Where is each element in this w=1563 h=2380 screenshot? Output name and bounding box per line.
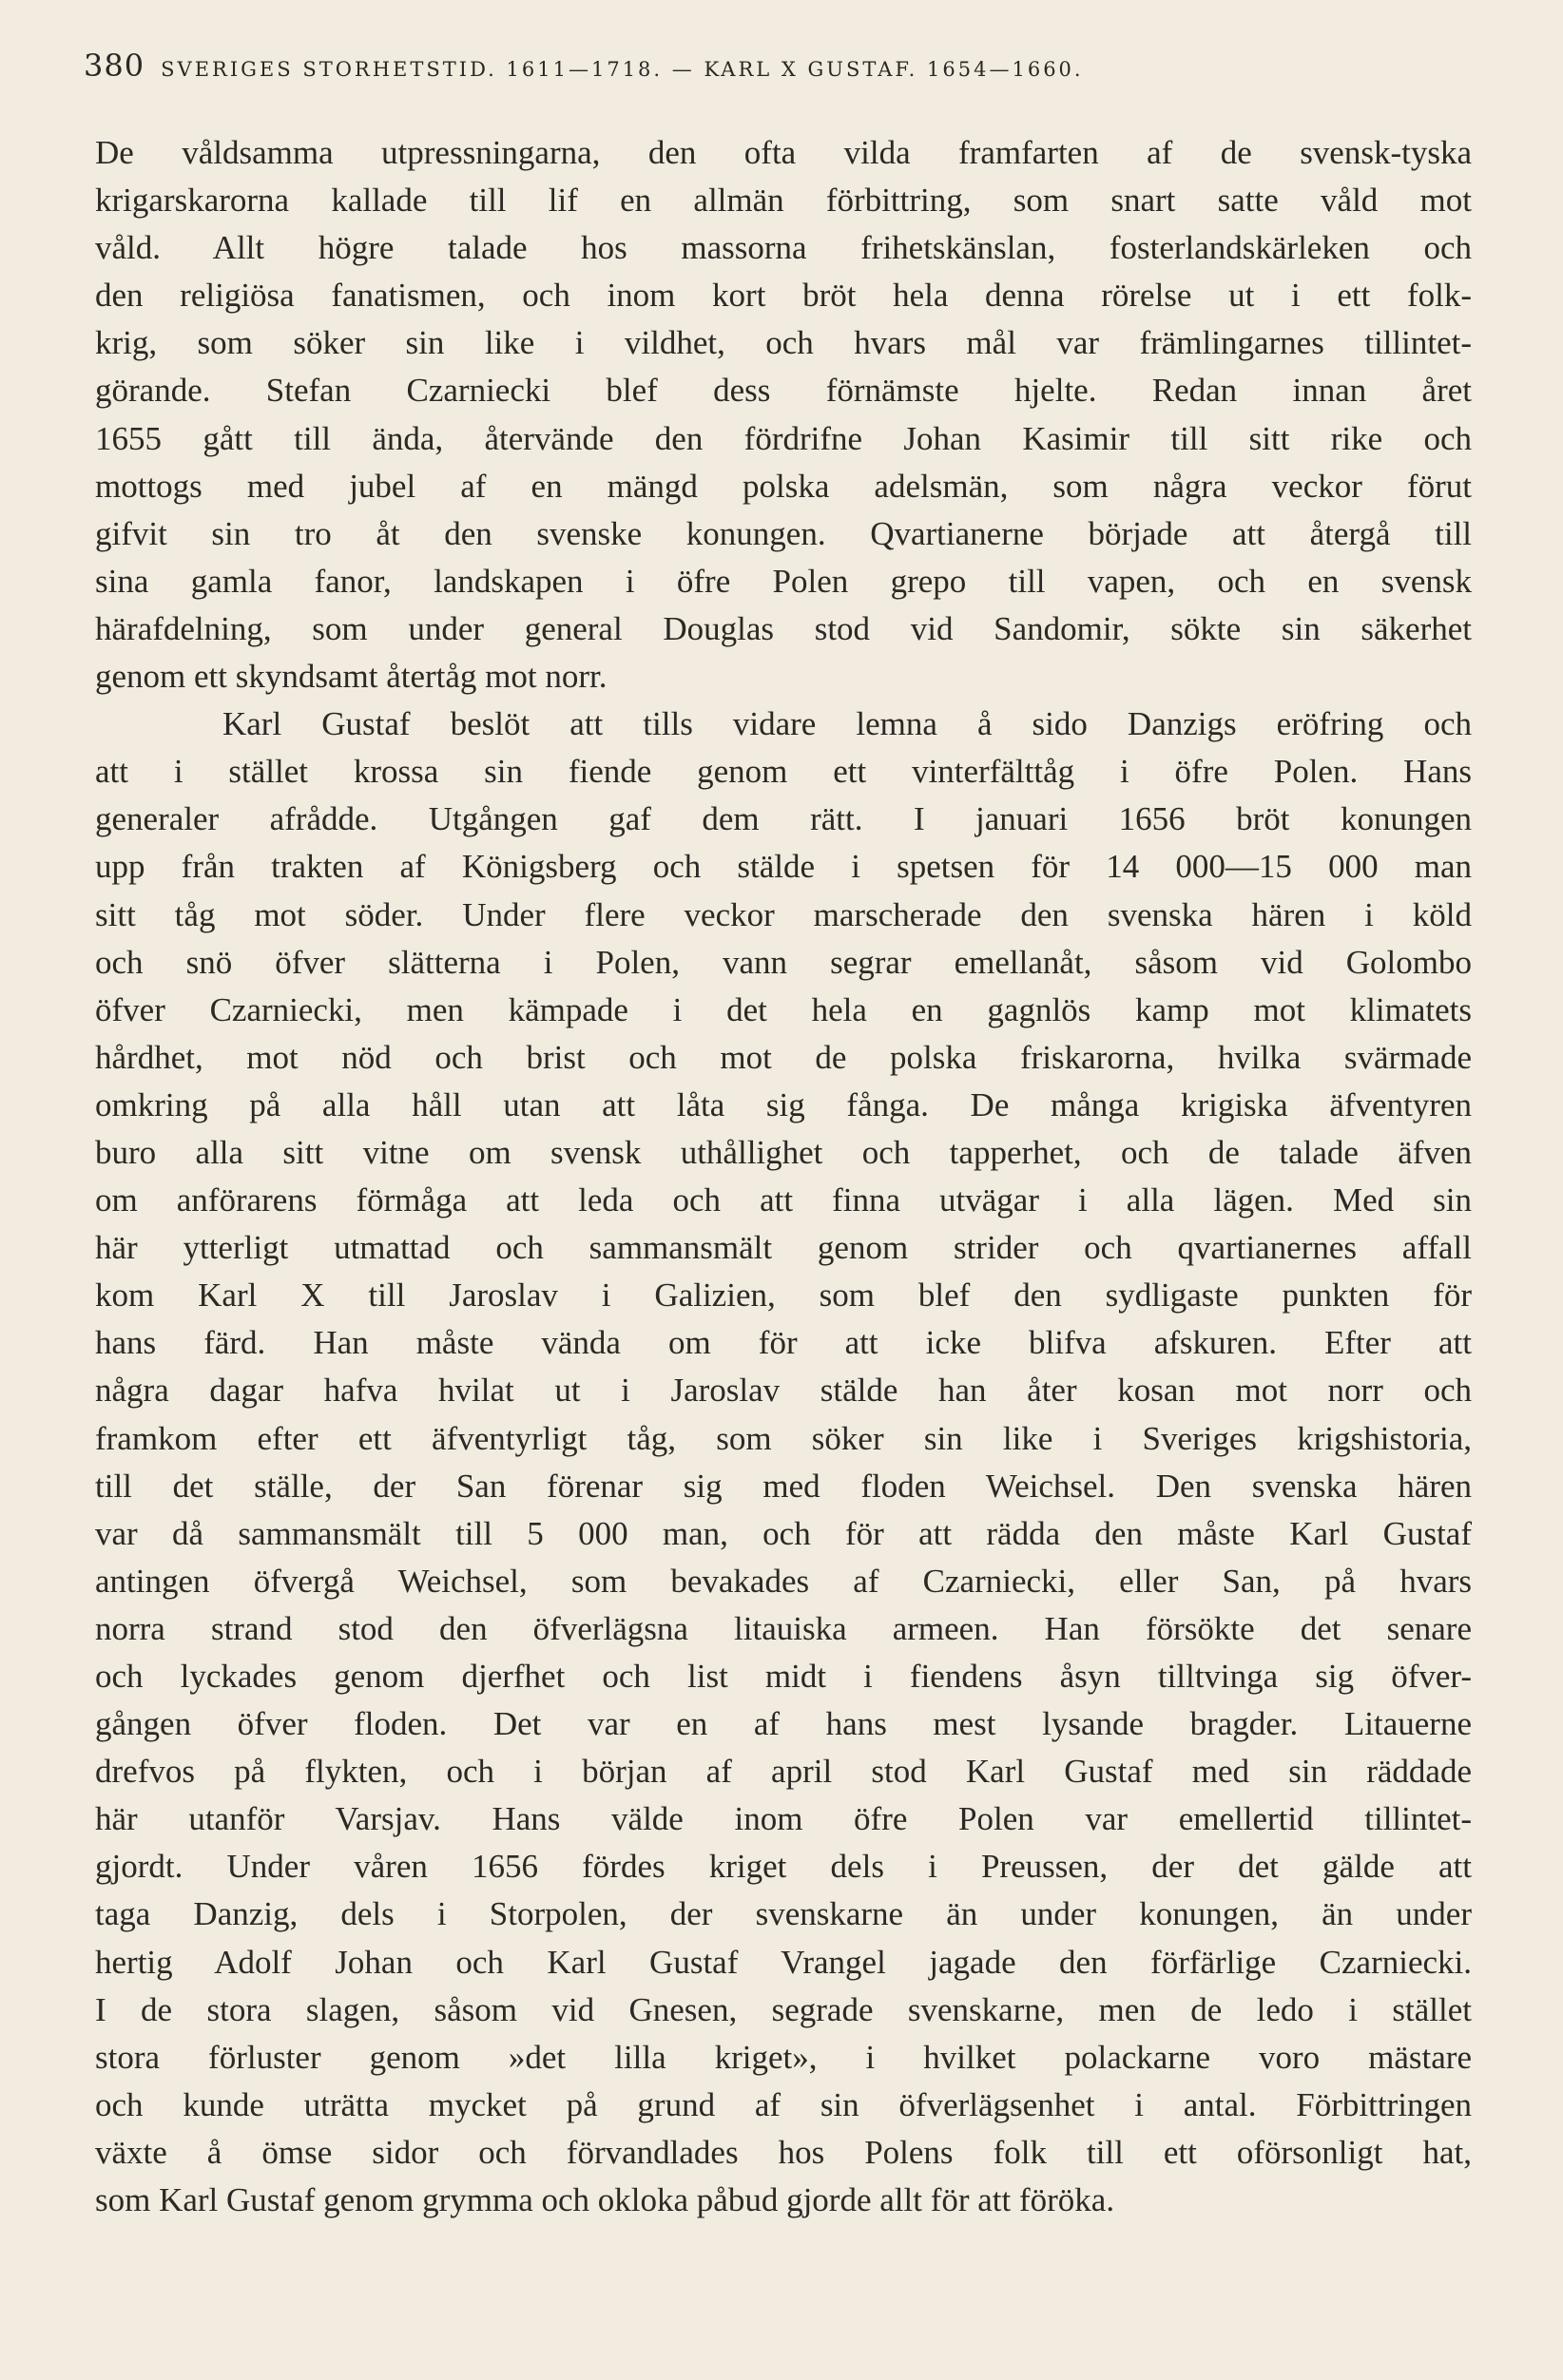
text-line: sitt tåg mot söder. Under flere veckor marscherade den svenska hären i köld (95, 895, 1472, 933)
text-line: hans färd. Han måste vända om för att icke blifva afskuren. Efter att (95, 1324, 1472, 1362)
text-line: växte å ömse sidor och förvandlades hos Polens folk till ett oförsonligt hat, (95, 2133, 1472, 2171)
text-line: hårdhet, mot nöd och brist och mot de polska friskarorna, hvilka svärmade (95, 1038, 1472, 1076)
text-line: mottogs med jubel af en mängd polska adelsmän, som några veckor förut (95, 467, 1472, 505)
text-line: drefvos på flykten, och i början af april stod Karl Gustaf med sin räddade (95, 1753, 1472, 1791)
text-line: här utanför Varsjav. Hans välde inom öfre Polen var emellertid tillintet- (95, 1800, 1472, 1838)
text-line: stora förluster genom »det lilla kriget», i hvilket polackarne voro mästare (95, 2038, 1472, 2076)
text-line: att i stället krossa sin fiende genom ett vinterfälttåg i öfre Polen. Hans (95, 753, 1472, 791)
text-line: kom Karl X till Jaroslav i Galizien, som blef den sydligaste punkten för (95, 1276, 1472, 1315)
text-line: gjordt. Under våren 1656 fördes kriget dels i Preussen, der det gälde att (95, 1848, 1472, 1886)
text-line: våld. Allt högre talade hos massorna frihetskänslan, fosterlandskärleken och (95, 229, 1472, 267)
text-line: öfver Czarniecki, men kämpade i det hela en gagnlös kamp mot klimatets (95, 990, 1472, 1028)
text-line: framkom efter ett äfventyrligt tåg, som söker sin like i Sveriges krigshistoria, (95, 1419, 1472, 1457)
text-line: krig, som söker sin like i vildhet, och hvars mål var främlingarnes tillintet- (95, 324, 1472, 362)
text-line: 1655 gått till ända, återvände den fördrifne Johan Kasimir till sitt rike och (95, 419, 1472, 457)
text-line: var då sammansmält till 5 000 man, och för att rädda den måste Karl Gustaf (95, 1514, 1472, 1552)
text-line: norra strand stod den öfverlägsna litauiska armeen. Han försökte det senare (95, 1609, 1472, 1647)
text-line: omkring på alla håll utan att låta sig fånga. De många krigiska äfventyren (95, 1085, 1472, 1123)
page-number: 380 (84, 48, 145, 84)
text-line: Karl Gustaf beslöt att tills vidare lemna å sido Danzigs eröfring och (222, 705, 1472, 743)
text-line: gifvit sin tro åt den svenske konungen. Qvartianerne började att återgå till (95, 514, 1472, 552)
running-head: SVERIGES STORHETSTID. 1611—1718. — KARL X GUSTAF. 1654—1660. (161, 58, 1084, 81)
text-line: antingen öfvergå Weichsel, som bevakades af Czarniecki, eller San, på hvars (95, 1562, 1472, 1600)
text-line: den religiösa fanatismen, och inom kort bröt hela denna rörelse ut i ett folk- (95, 277, 1472, 315)
text-line: om anförarens förmåga att leda och att finna utvägar i alla lägen. Med sin (95, 1181, 1472, 1219)
text-line: buro alla sitt vitne om svensk uthållighet och tapperhet, och de talade äfven (95, 1133, 1472, 1171)
text-line: härafdelning, som under general Douglas stod vid Sandomir, sökte sin säkerhet (95, 609, 1472, 647)
text-line: krigarskarorna kallade till lif en allmän förbittring, som snart satte våld mot (95, 182, 1472, 220)
text-line: taga Danzig, dels i Storpolen, der svenskarne än under konungen, än under (95, 1895, 1472, 1933)
text-line: upp från trakten af Königsberg och stälde i spetsen för 14 000—15 000 man (95, 848, 1472, 886)
page-header (84, 48, 1472, 105)
text-line: och lyckades genom djerfhet och list midt i fiendens åsyn tilltvinga sig öfver- (95, 1658, 1472, 1695)
text-line: görande. Stefan Czarniecki blef dess förnämste hjelte. Redan innan året (95, 372, 1472, 410)
text-line: De våldsamma utpressningarna, den ofta vilda framfarten af de svensk-tyska (95, 134, 1472, 171)
text-line: gången öfver floden. Det var en af hans mest lysande bragder. Litauerne (95, 1705, 1472, 1743)
text-line: som Karl Gustaf genom grymma och okloka påbud gjorde allt för att föröka. (95, 2181, 1115, 2219)
text-line: några dagar hafva hvilat ut i Jaroslav stälde han åter kosan mot norr och (95, 1372, 1472, 1410)
text-line: och kunde uträtta mycket på grund af sin öfverlägsenhet i antal. Förbittringen (95, 2085, 1472, 2123)
text-line: till det ställe, der San förenar sig med floden Weichsel. Den svenska hären (95, 1467, 1472, 1505)
text-line: och snö öfver slätterna i Polen, vann segrar emellanåt, såsom vid Golombo (95, 943, 1472, 981)
text-line: hertig Adolf Johan och Karl Gustaf Vrangel jagade den förfärlige Czarniecki. (95, 1943, 1472, 1981)
text-line: genom ett skyndsamt återtåg mot norr. (95, 658, 608, 696)
body-text (95, 129, 1472, 2224)
text-line: generaler afrådde. Utgången gaf dem rätt. I januari 1656 bröt konungen (95, 800, 1472, 838)
text-line: sina gamla fanor, landskapen i öfre Polen grepo till vapen, och en svensk (95, 562, 1472, 600)
text-line: här ytterligt utmattad och sammansmält genom strider och qvartianernes affall (95, 1229, 1472, 1267)
text-line: I de stora slagen, såsom vid Gnesen, segrade svenskarne, men de ledo i stället (95, 1990, 1472, 2028)
